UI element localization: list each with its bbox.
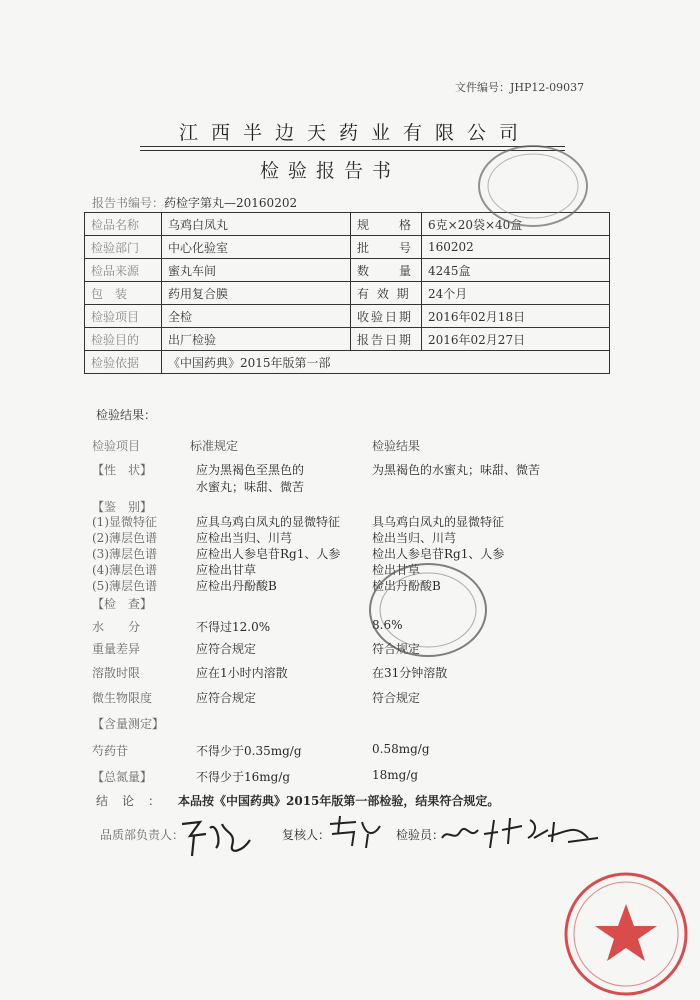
result-value: 检出当归、川芎 <box>372 531 457 545</box>
result-item: 微生物限度 <box>92 691 153 705</box>
result-standard: 应在1小时内溶散 <box>196 666 288 680</box>
result-row <box>92 461 612 479</box>
dept-value: 中心化验室 <box>162 236 351 259</box>
result-value: 为黑褐色的水蜜丸；味甜、微苦 <box>372 463 541 477</box>
result-row <box>92 640 612 658</box>
result-standard: 不得过12.0% <box>196 620 271 634</box>
col-header-result: 检验结果 <box>372 439 421 453</box>
result-item: 芍药苷 <box>92 744 129 758</box>
inspector-label: 检验员： <box>396 828 445 842</box>
dept-label: 检验部门 <box>85 236 162 259</box>
result-row <box>92 595 612 613</box>
result-row <box>92 742 612 760</box>
result-item: 水 分 <box>92 620 141 634</box>
result-row <box>92 478 612 496</box>
result-value: 具乌鸡白凤丸的显微特征 <box>372 515 505 529</box>
source-value: 蜜丸车间 <box>162 259 351 282</box>
conclusion <box>96 792 500 809</box>
col-header-item: 检验项目 <box>92 439 141 453</box>
purpose-label: 检验目的 <box>85 328 162 351</box>
result-row <box>92 715 612 733</box>
items-label: 检验项目 <box>85 305 162 328</box>
qa-head-signature <box>176 812 266 862</box>
result-row <box>92 664 612 682</box>
product-name-label: 检品名称 <box>85 213 162 236</box>
result-value: 18mg/g <box>372 768 419 782</box>
reviewer-signature <box>326 812 386 852</box>
product-name-value: 乌鸡白凤丸 <box>162 213 351 236</box>
spec-label: 规 格 <box>351 213 422 236</box>
info-row <box>85 282 610 305</box>
result-item: (3)薄层色谱 <box>92 547 157 561</box>
result-item: 【检 查】 <box>92 597 153 611</box>
info-row <box>85 236 610 259</box>
validity-label: 有 效 期 <box>351 282 422 305</box>
result-standard: 应检出丹酚酸B <box>196 579 277 593</box>
result-standard: 不得少于0.35mg/g <box>196 744 302 758</box>
report-number-label: 报告书编号： <box>92 196 165 210</box>
report-number-value: 药检字第丸—20160202 <box>164 196 298 210</box>
spec-value: 6克×20袋×40盒 <box>422 213 610 236</box>
report-number <box>92 194 297 211</box>
result-item: 重量差异 <box>92 642 141 656</box>
results-section-title: 检验结果： <box>96 408 157 422</box>
col-header-standard: 标准规定 <box>190 439 239 453</box>
conclusion-text: 本品按《中国药典》2015年版第一部检验，结果符合规定。 <box>178 794 500 808</box>
report-date-label: 报告日期 <box>351 328 422 351</box>
quantity-value: 4245盒 <box>422 259 610 282</box>
result-item: (2)薄层色谱 <box>92 531 157 545</box>
info-row <box>85 259 610 282</box>
report-date-value: 2016年02月27日 <box>422 328 610 351</box>
received-label: 收验日期 <box>351 305 422 328</box>
result-standard: 应检出甘草 <box>196 563 257 577</box>
result-standard: 不得少于16mg/g <box>196 770 291 784</box>
result-item: (1)显微特征 <box>92 515 157 529</box>
result-standard: 应为黑褐色至黑色的 <box>196 463 305 477</box>
company-seal-top <box>475 142 595 237</box>
package-label: 包 装 <box>85 282 162 305</box>
result-row <box>92 618 612 636</box>
batch-label: 批 号 <box>351 236 422 259</box>
distributor-qa-seal <box>560 868 690 998</box>
basis-label: 检验依据 <box>85 351 162 374</box>
reviewer-label: 复核人： <box>282 828 331 842</box>
received-value: 2016年02月18日 <box>422 305 610 328</box>
package-value: 药用复合膜 <box>162 282 351 305</box>
result-value: 检出人参皂苷Rg1、人参 <box>372 547 505 561</box>
result-item: 【总氮量】 <box>92 770 153 784</box>
result-value: 检出丹酚酸B <box>372 579 441 593</box>
document-title: 检验报告书 <box>259 160 400 182</box>
result-standard: 应检出当归、川芎 <box>196 531 293 545</box>
result-item: (5)薄层色谱 <box>92 579 157 593</box>
result-standard: 水蜜丸；味甜、微苦 <box>196 480 305 494</box>
inspector-signature <box>438 808 608 858</box>
basis-value: 《中国药典》2015年版第一部 <box>162 351 610 374</box>
result-item: 【鉴 别】 <box>92 500 153 514</box>
company-qa-seal <box>366 558 496 668</box>
info-row <box>85 305 610 328</box>
result-standard: 应符合规定 <box>196 691 257 705</box>
source-label: 检品来源 <box>85 259 162 282</box>
result-value: 0.58mg/g <box>372 742 430 756</box>
items-value: 全检 <box>162 305 351 328</box>
result-row <box>92 689 612 707</box>
result-value: 8.6% <box>372 618 403 632</box>
result-item: 【含量测定】 <box>92 717 165 731</box>
purpose-value: 出厂检验 <box>162 328 351 351</box>
file-number: 文件编号：JHP12-09037 <box>455 81 585 94</box>
result-row <box>92 768 612 786</box>
result-item: 溶散时限 <box>92 666 141 680</box>
result-value: 符合规定 <box>372 642 421 656</box>
result-value: 符合规定 <box>372 691 421 705</box>
result-value: 检出甘草 <box>372 563 421 577</box>
qa-head-label: 品质部负责人： <box>100 828 185 842</box>
result-standard: 应具乌鸡白凤丸的显微特征 <box>196 515 341 529</box>
conclusion-label: 结论： <box>96 794 175 808</box>
quantity-label: 数 量 <box>351 259 422 282</box>
result-row <box>92 577 612 595</box>
validity-value: 24个月 <box>422 282 610 305</box>
result-value: 在31分钟溶散 <box>372 666 448 680</box>
result-item: (4)薄层色谱 <box>92 563 157 577</box>
result-item: 【性 状】 <box>92 463 153 477</box>
batch-value: 160202 <box>422 236 610 259</box>
company-name: 江西半边天药业有限公司 <box>178 122 531 144</box>
result-standard: 应检出人参皂苷Rg1、人参 <box>196 547 341 561</box>
info-row <box>85 351 610 374</box>
info-row <box>85 328 610 351</box>
result-standard: 应符合规定 <box>196 642 257 656</box>
